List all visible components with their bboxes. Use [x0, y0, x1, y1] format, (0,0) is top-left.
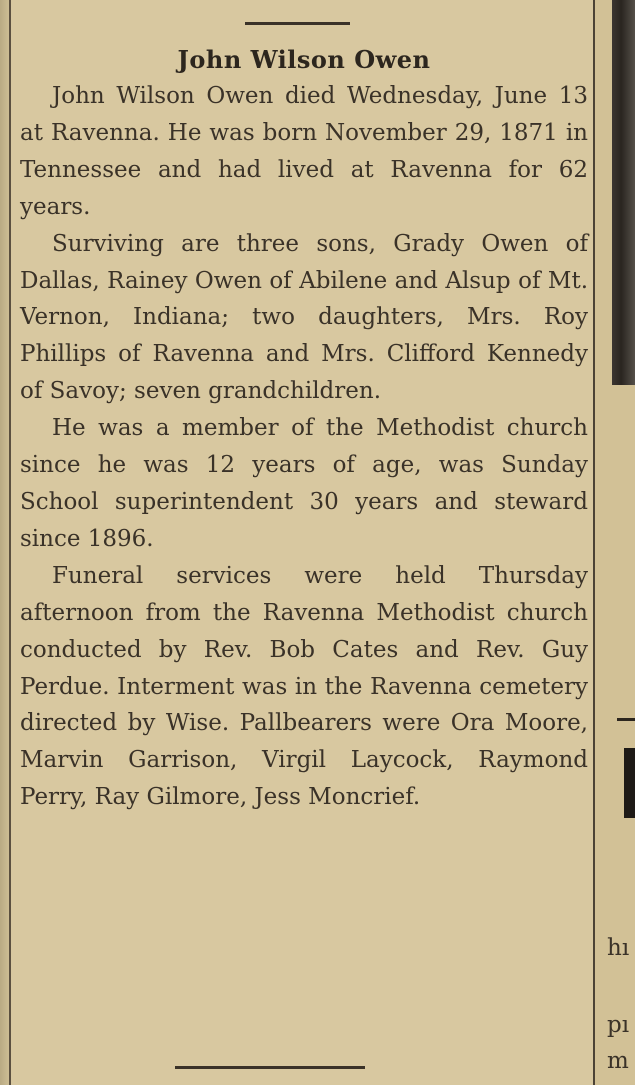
article-paragraph-2: Surviving are three sons, Grady Owen of Dallas, Rainey Owen of Abilene and Alsup of Mt. Vernon, Indiana; two daughters, Mrs. Roy Phillips of Ravenna and Mrs. Clifford Kennedy of Savoy; seven grandchildren. [20, 230, 588, 405]
article-headline: John Wilson Owen [177, 45, 431, 74]
article-paragraph-1: John Wilson Owen died Wednesday, June 13 at Ravenna. He was born November 29, 1871 in Tennessee and had lived at Ravenna for 62 years. [20, 83, 588, 220]
column-divider-left [9, 0, 11, 1085]
page-left-margin [0, 0, 9, 1085]
adjacent-text-fragment: pı [607, 1012, 630, 1038]
adjacent-photo-edge [612, 0, 635, 385]
top-separator-rule [245, 22, 350, 25]
bottom-separator-rule [175, 1066, 365, 1069]
obituary-article [20, 40, 588, 816]
article-paragraph-3: He was a member of the Methodist church since he was 12 years of age, was Sunday School superintendent 30 years and steward since 1896. [20, 415, 588, 552]
article-paragraph-4: Funeral services were held Thursday afternoon from the Ravenna Methodist church conducted by Rev. Bob Cates and Rev. Guy Perdue. Interment was in the Ravenna cemetery directed by Wise. Pallbearers were Ora Moore, Marvin Garrison, Virgil Laycock, Raymond Perry, Ray Gilmore, Jess Moncrief. [20, 562, 588, 811]
adjacent-text-fragment: m [607, 1048, 629, 1074]
adjacent-rule [617, 718, 635, 721]
adjacent-headline-letter [624, 748, 635, 818]
adjacent-text-fragment: hı [607, 935, 630, 961]
